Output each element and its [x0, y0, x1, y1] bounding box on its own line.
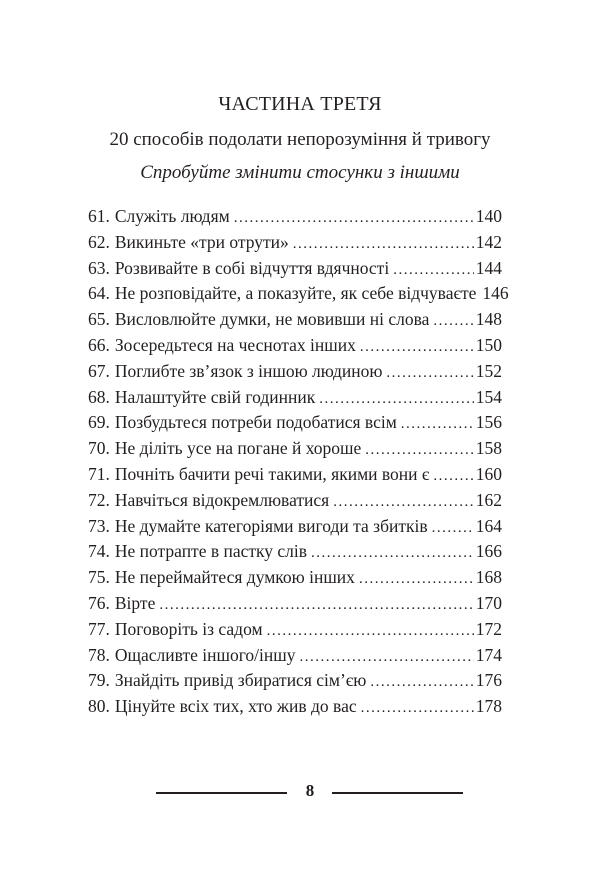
toc-dot-leader: [234, 210, 474, 227]
toc-entry-page: 140: [475, 206, 502, 226]
toc-entry-number: 69.: [88, 412, 110, 433]
toc-entry: [88, 232, 502, 258]
toc-entry: [88, 696, 502, 722]
toc-entry-number: 73.: [88, 515, 110, 536]
toc-entry-number: 70.: [88, 438, 110, 459]
toc-entry: [88, 438, 502, 464]
toc-entry-page: 158: [475, 438, 502, 459]
toc-dot-leader: [319, 391, 474, 408]
table-of-contents: [88, 206, 509, 722]
toc-entry-title: Не думайте категоріями вигоди та збитків: [114, 515, 428, 536]
toc-entry-page: 144: [475, 257, 502, 278]
toc-entry-number: 62.: [88, 231, 110, 252]
toc-entry-title: Висловлюйте думки, не мовивши ні слова: [114, 309, 430, 330]
toc-entry-title: Поглибте зв’язок з іншою людиною: [114, 360, 383, 381]
toc-entry-page: 166: [475, 541, 502, 562]
toc-entry-number: 80.: [88, 696, 110, 717]
toc-dot-leader: [333, 494, 474, 511]
toc-entry-number: 77.: [88, 618, 110, 639]
toc-entry-page: 148: [475, 309, 502, 330]
toc-entry-page: 146: [482, 283, 509, 304]
part-subtitle: 20 способів подолати непорозуміння й тривогу: [109, 129, 491, 150]
toc-entry-number: 61.: [88, 206, 110, 226]
page-number: 8: [305, 781, 315, 800]
toc-dot-leader: [401, 416, 474, 433]
toc-entry-title: Розвивайте в собі відчуття вдячності: [114, 257, 390, 278]
toc-entry-title: Не діліть усе на погане й хороше: [114, 438, 362, 459]
part-title: ЧАСТИНА ТРЕТЯ: [218, 93, 382, 115]
toc-entry-page: 178: [475, 696, 502, 717]
toc-entry-title: Вірте: [114, 592, 156, 613]
toc-entry: [88, 567, 502, 593]
toc-entry: [88, 645, 502, 671]
toc-entry-page: 152: [475, 360, 502, 381]
toc-entry-title: Поговоріть із садом: [114, 618, 263, 639]
toc-entry-page: 150: [475, 334, 502, 355]
toc-entry-page: 160: [475, 463, 502, 484]
toc-entry: [88, 283, 509, 309]
toc-entry-title: Налаштуйте свій годинник: [114, 386, 316, 407]
toc-entry: [88, 464, 502, 490]
toc-entry-title: Не розповідайте, а показуйте, як себе відчуваєте: [114, 283, 477, 304]
toc-entry-number: 76.: [88, 592, 110, 613]
toc-dot-leader: [267, 623, 474, 640]
toc-entry-number: 65.: [88, 309, 110, 330]
toc-entry-title: Служіть людям: [114, 206, 230, 226]
toc-entry-number: 68.: [88, 386, 110, 407]
toc-dot-leader: [311, 545, 474, 562]
toc-dot-leader: [433, 468, 473, 485]
toc-dot-leader: [365, 442, 473, 459]
toc-entry-page: 174: [475, 644, 502, 665]
toc-entry-title: Цінуйте всіх тих, хто жив до вас: [114, 696, 357, 717]
toc-entry: [88, 541, 502, 567]
toc-entry-title: Не переймайтеся думкою інших: [114, 567, 355, 588]
toc-entry: [88, 361, 502, 387]
toc-entry-number: 72.: [88, 489, 110, 510]
toc-dot-leader: [432, 520, 474, 537]
toc-entry-page: 162: [475, 489, 502, 510]
toc-entry-title: Навчіться відокремлюватися: [114, 489, 330, 510]
toc-entry-page: 154: [475, 386, 502, 407]
page-footer: [0, 781, 600, 805]
toc-entry: [88, 206, 502, 232]
footer-rule-right: [332, 792, 463, 794]
toc-entry: [88, 412, 502, 438]
toc-entry-number: 75.: [88, 567, 110, 588]
toc-entry-number: 79.: [88, 670, 110, 691]
toc-entry: [88, 593, 502, 619]
toc-entry-page: 168: [475, 567, 502, 588]
toc-entry: [88, 490, 502, 516]
toc-entry-number: 63.: [88, 257, 110, 278]
toc-entry-title: Викиньте «три отрути»: [114, 231, 289, 252]
toc-dot-leader: [386, 365, 473, 382]
toc-entry-page: 142: [475, 231, 502, 252]
toc-dot-leader: [159, 597, 473, 614]
toc-dot-leader: [300, 649, 474, 666]
toc-entry-title: Почніть бачити речі такими, якими вони є: [114, 463, 430, 484]
toc-entry-number: 66.: [88, 334, 110, 355]
toc-entry-title: Не потрапте в пастку слів: [114, 541, 308, 562]
toc-entry-page: 170: [475, 592, 502, 613]
toc-entry-number: 78.: [88, 644, 110, 665]
toc-entry-number: 64.: [88, 283, 110, 304]
toc-entry-title: Знайдіть привід збиратися сім’єю: [114, 670, 367, 691]
toc-dot-leader: [370, 674, 473, 691]
toc-entry: [88, 309, 502, 335]
toc-entry: [88, 516, 502, 542]
toc-entry-page: 164: [475, 515, 502, 536]
toc-dot-leader: [359, 571, 474, 588]
toc-entry-title: Ощасливте іншого/іншу: [114, 644, 296, 665]
toc-entry-page: 176: [475, 670, 502, 691]
toc-dot-leader: [360, 339, 474, 356]
part-tagline: Спробуйте змінити стосунки з іншими: [140, 162, 460, 183]
toc-entry-title: Позбудьтеся потреби подобатися всім: [114, 412, 397, 433]
toc-entry: [88, 258, 502, 284]
toc-entry-page: 172: [475, 618, 502, 639]
toc-entry: [88, 670, 502, 696]
toc-entry-number: 67.: [88, 360, 110, 381]
toc-entry: [88, 387, 502, 413]
toc-entry-number: 74.: [88, 541, 110, 562]
toc-entry-title: Зосередьтеся на чеснотах інших: [114, 334, 356, 355]
toc-entry-number: 71.: [88, 463, 110, 484]
toc-entry-page: 156: [475, 412, 502, 433]
toc-dot-leader: [433, 313, 473, 330]
toc-dot-leader: [393, 262, 474, 279]
toc-entry: [88, 335, 502, 361]
toc-dot-leader: [361, 700, 474, 717]
toc-dot-leader: [293, 236, 474, 253]
toc-entry: [88, 619, 502, 645]
